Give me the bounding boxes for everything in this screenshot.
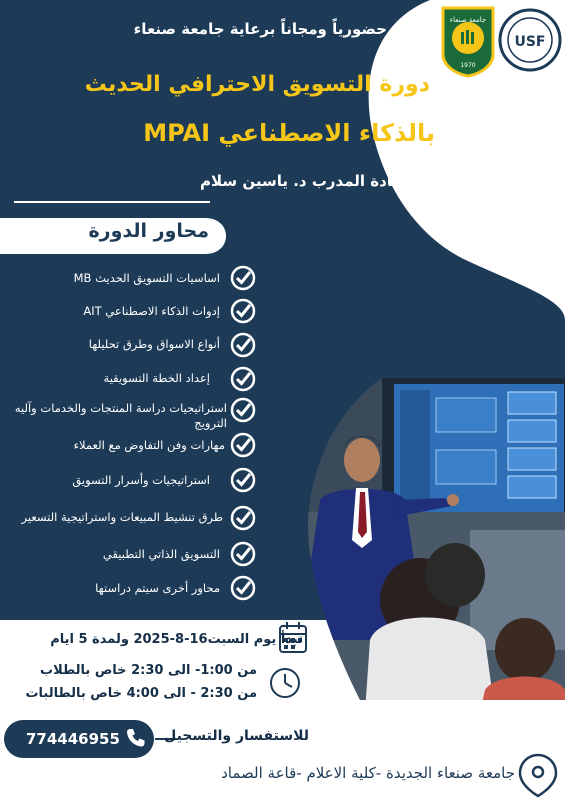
check-icon xyxy=(230,332,256,358)
usf-logo xyxy=(500,10,560,70)
time-female-text: من 2:30 - الى 4:00 خاص بالطالبات xyxy=(25,686,257,701)
course-axes-title: محاور الدورة xyxy=(88,220,209,242)
phone-icon xyxy=(124,726,148,750)
topic-text: التسويق الذاتي التطبيقي xyxy=(102,547,220,561)
check-icon xyxy=(230,467,256,493)
intro-text: حضورياً ومجاناً برعاية جامعة صنعاء xyxy=(133,20,387,38)
contact-label: للاستفسار والتسجيل xyxy=(164,728,309,744)
svg-text:USF: USF xyxy=(514,34,546,50)
svg-text:جامعة صنعاء: جامعة صنعاء xyxy=(449,16,487,24)
topic-text: استراتيجيات دراسة المنتجات والخدمات وآليه الترويج xyxy=(14,401,227,430)
check-icon xyxy=(230,541,256,567)
topic-text: محاور أخرى سيتم دراستها xyxy=(95,581,220,595)
location-pin-icon xyxy=(520,755,556,796)
topic-text: استراتيجيات وأسرار التسويق xyxy=(72,473,210,487)
check-icon xyxy=(230,397,256,423)
location-text: جامعة صنعاء الجديدة -كلية الاعلام -قاعة الصماد xyxy=(221,764,515,782)
topic-text: طرق تنشيط المبيعات واستراتيجية التسعير xyxy=(21,510,223,524)
phone-number[interactable]: 774446955 xyxy=(26,730,120,748)
svg-text:1970: 1970 xyxy=(460,62,476,69)
sanaa-university-logo xyxy=(443,8,493,76)
check-icon xyxy=(230,432,256,458)
topic-text: إدوات الذكاء الاصطناعي AIT xyxy=(83,304,220,318)
check-icon xyxy=(230,505,256,531)
trainer-line: بقيادة المدرب د. ياسين سلام xyxy=(200,172,415,190)
check-icon xyxy=(230,366,256,392)
course-title-line2: بالذكاء الاصطناعي MPAI xyxy=(143,119,435,147)
topic-text: إعداد الخطة التسويقية xyxy=(103,371,210,385)
check-icon xyxy=(230,298,256,324)
trainer-photo xyxy=(300,378,565,712)
check-icon xyxy=(230,265,256,291)
topic-text: اساسيات التسويق الحديث MB xyxy=(73,271,220,285)
topic-text: مهارات وفن التفاوض مع العملاء xyxy=(73,438,225,452)
time-male-text: من 1:00- الى 2:30 خاص بالطلاب xyxy=(40,663,257,678)
clock-icon xyxy=(271,669,299,697)
start-date-text: تبدأ يوم السبت16-8-2025 ولمدة 5 ايام xyxy=(50,632,303,647)
course-title-line1: دورة التسويق الاحترافي الحديث xyxy=(84,72,430,97)
check-icon xyxy=(230,575,256,601)
topic-text: أنواع الاسواق وطرق تحليلها xyxy=(88,337,220,351)
